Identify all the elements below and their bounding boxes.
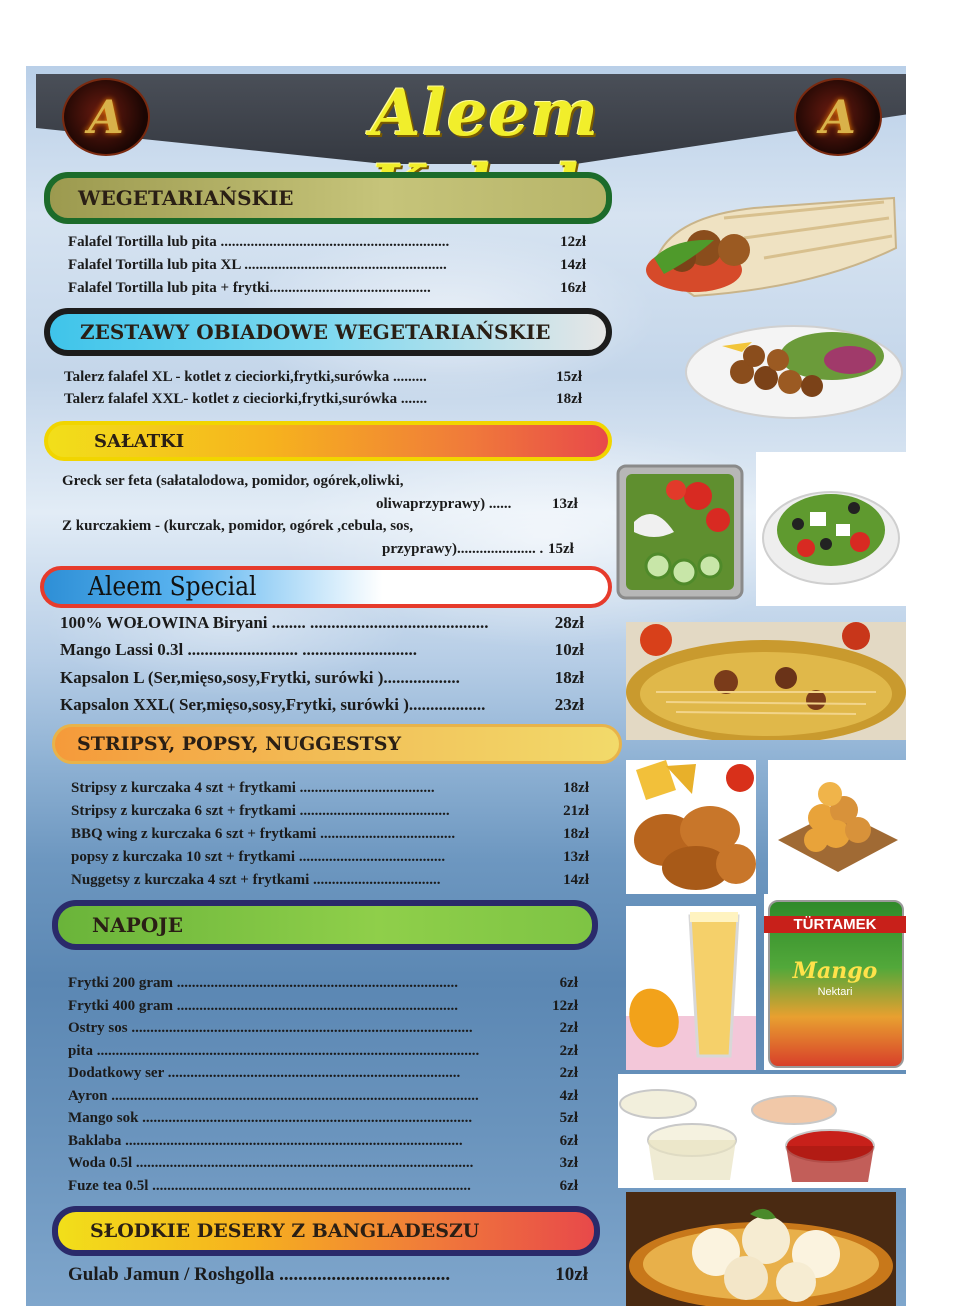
section-title: SAŁATKI: [94, 430, 185, 452]
photo-falafel-plate: [682, 316, 906, 420]
section-banner-desery: [52, 1206, 600, 1256]
section-banner-zestawy: [44, 308, 612, 356]
section-banner-wegetarianskie: [44, 172, 612, 224]
section-title: Aleem Special: [88, 572, 257, 602]
can-sub: Nektari: [817, 986, 853, 998]
salad-description: Greck ser feta (sałatalodowa, pomidor, ogórek,oliwki,: [62, 473, 404, 489]
menu-item: Falafel Tortilla lub pita XL ...................................................... 14zł: [68, 257, 586, 273]
logo-left: [62, 78, 150, 156]
salad-price: 15zł: [548, 541, 574, 557]
can-brand: TÜRTAMEK: [764, 916, 906, 933]
menu-item: Talerz falafel XXL- kotlet z cieciorki,frytki,surówka ....... 18zł: [64, 391, 582, 407]
menu-item: Ayron .................................................................................................. 4zł: [68, 1088, 578, 1104]
section-banner-salatki: [44, 421, 612, 461]
menu-item: pita ...................................................................................................... 2zł: [68, 1043, 578, 1059]
logo-letter: A: [820, 90, 856, 144]
section-title: NAPOJE: [92, 913, 183, 937]
section-title: WEGETARIAŃSKIE: [78, 186, 294, 210]
salad-price: 13zł: [552, 496, 578, 512]
section-title: STRIPSY, POPSY, NUGGESTSY: [77, 733, 402, 755]
menu-item: Mango sok ........................................................................................ 5zł: [68, 1110, 578, 1126]
salad-description: przyprawy)..................... .: [382, 541, 544, 557]
menu-item: popsy z kurczaka 10 szt + frytkami ....................................... 13zł: [71, 849, 589, 865]
photo-mango-can: [764, 894, 906, 1070]
photo-salad-box: [614, 462, 746, 602]
photo-mango-lassi: [626, 906, 756, 1070]
photo-falafel-wrap: [634, 178, 906, 302]
menu-item: Kapsalon L (Ser,mięso,sosy,Frytki, surówki ).................. 18zł: [60, 668, 584, 687]
menu-item: Kapsalon XXL( Ser,mięso,sosy,Frytki, surówki ).................. 23zł: [60, 695, 584, 714]
menu-item: Dodatkowy ser .............................................................................. 2zł: [68, 1065, 578, 1081]
photo-nuggets: [768, 760, 906, 894]
menu-page: [26, 66, 906, 1306]
menu-item: BBQ wing z kurczaka 6 szt + frytkami .................................... 18zł: [71, 826, 589, 842]
photo-chicken-strips: [626, 760, 756, 894]
photo-sauces: [618, 1074, 906, 1188]
photo-dessert: [626, 1192, 896, 1306]
menu-item: Woda 0.5l .......................................................................................... 3zł: [68, 1155, 578, 1171]
section-banner-napoje: [52, 900, 598, 950]
salad-description: Z kurczakiem - (kurczak, pomidor, ogórek ,cebula, sos,: [62, 518, 414, 534]
menu-item: Frytki 400 gram ........................................................................... 12zł: [68, 998, 578, 1014]
menu-item: Ostry sos ........................................................................................... 2zł: [68, 1020, 578, 1036]
photo-biryani: [626, 622, 906, 740]
restaurant-title: Aleem: [370, 76, 600, 151]
menu-item: Talerz falafel XL - kotlet z cieciorki,frytki,surówka ......... 15zł: [64, 369, 582, 385]
menu-item: Nuggetsy z kurczaka 4 szt + frytkami .................................. 14zł: [71, 872, 589, 888]
menu-item: Fuze tea 0.5l ..................................................................................... 6zł: [68, 1178, 578, 1194]
salad-description: oliwaprzyprawy) ......: [376, 496, 512, 512]
menu-item: Stripsy z kurczaka 4 szt + frytkami .................................... 18zł: [71, 780, 589, 796]
section-title: SŁODKIE DESERY Z BANGLADESZU: [90, 1220, 480, 1242]
menu-item: 100% WOŁOWINA Biryani ........ .......................................... 28zł: [60, 613, 584, 632]
can-flavor: Mango: [792, 958, 878, 984]
logo-letter: A: [88, 90, 124, 144]
menu-item: Mango Lassi 0.3l .......................... ........................... 10zł: [60, 640, 584, 659]
section-banner-stripsy: [52, 724, 622, 764]
menu-item: Baklaba .......................................................................................... 6zł: [68, 1133, 578, 1149]
section-banner-special: [40, 566, 612, 608]
menu-item: Falafel Tortilla lub pita + frytki........................................... 16zł: [68, 280, 586, 296]
menu-item: Gulab Jamun / Roshgolla .................................... 10zł: [68, 1264, 588, 1285]
section-title: ZESTAWY OBIADOWE WEGETARIAŃSKIE: [80, 320, 551, 344]
menu-item: Stripsy z kurczaka 6 szt + frytkami ........................................ 21zł: [71, 803, 589, 819]
menu-item: Falafel Tortilla lub pita ............................................................. 12zł: [68, 234, 586, 250]
menu-item: Frytki 200 gram ........................................................................... 6zł: [68, 975, 578, 991]
photo-greek-salad: [756, 452, 906, 606]
logo-right: [794, 78, 882, 156]
